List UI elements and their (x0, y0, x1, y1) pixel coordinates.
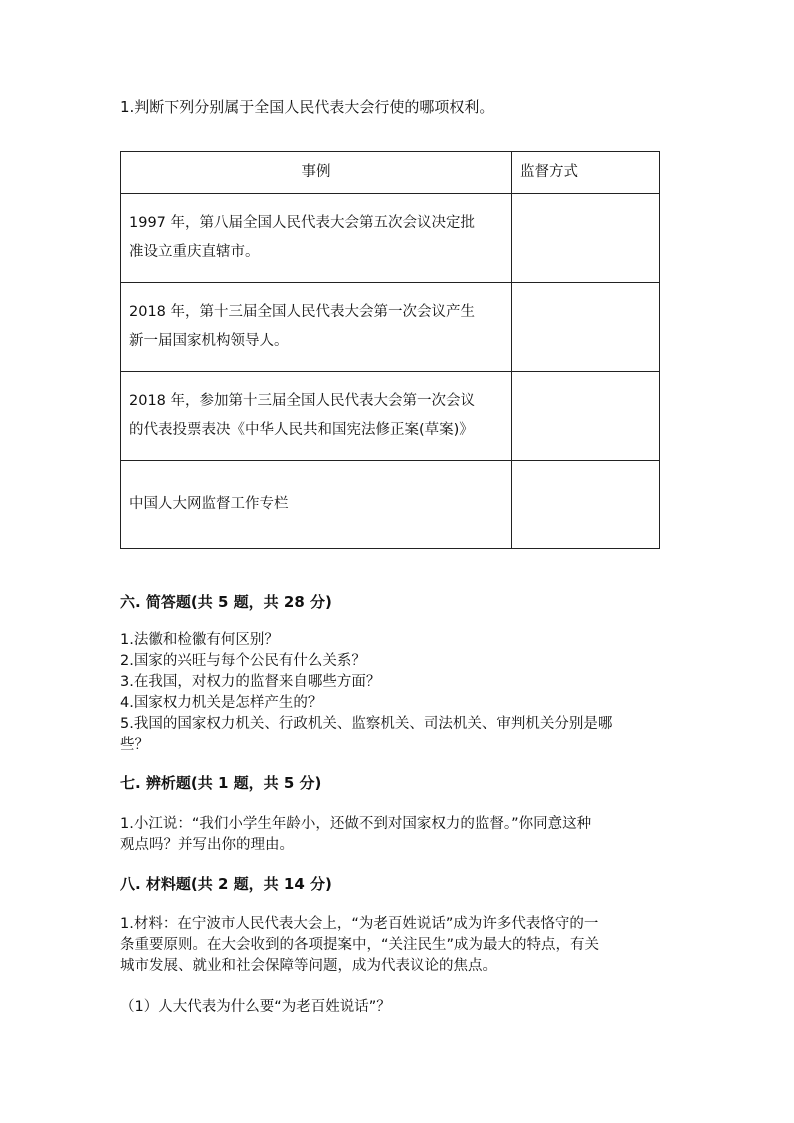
section-title-material: 八. 材料题(共 2 题，共 14 分) (120, 875, 332, 893)
case-line: 的代表投票表决《中华人民共和国宪法修正案(草案)》 (129, 422, 474, 438)
section-title-analysis: 七. 辨析题(共 1 题，共 5 分) (120, 774, 322, 792)
analysis-line: 1.小江说：“我们小学生年龄小，还做不到对国家权力的监督。”你同意这种 (120, 816, 592, 832)
header-method: 监督方式 (512, 152, 660, 194)
answer-cell[interactable] (512, 372, 660, 461)
case-line: 中国人大网监督工作专栏 (129, 496, 289, 512)
table-row (121, 194, 660, 283)
material-line: 城市发展、就业和社会保障等问题，成为代表议论的焦点。 (120, 958, 497, 974)
case-line: 2018 年，参加第十三届全国人民代表大会第一次会议 (129, 393, 476, 409)
table-header-row (121, 152, 660, 194)
table-row (121, 283, 660, 372)
case-line: 2018 年，第十三届全国人民代表大会第一次会议产生 (129, 304, 476, 320)
short-answer-item: 2.国家的兴旺与每个公民有什么关系？ (120, 653, 366, 669)
short-answer-item: 3.在我国，对权力的监督来自哪些方面？ (120, 674, 381, 690)
case-cell (121, 283, 512, 372)
short-answer-item: 1.法徽和检徽有何区别？ (120, 632, 279, 648)
material-line: 条重要原则。在大会收到的各项提案中，“关注民生”成为最大的特点，有关 (120, 937, 600, 953)
case-line: 新一届国家机构领导人。 (129, 333, 289, 349)
table-row (121, 461, 660, 549)
short-answer-item-continued: 些？ (120, 737, 149, 753)
case-line: 1997 年，第八届全国人民代表大会第五次会议决定批 (129, 215, 476, 231)
answer-cell[interactable] (512, 194, 660, 283)
case-cell (121, 194, 512, 283)
answer-cell[interactable] (512, 461, 660, 549)
rights-table (120, 151, 660, 549)
answer-cell[interactable] (512, 283, 660, 372)
section-title-short-answer: 六. 简答题(共 5 题，共 28 分) (120, 593, 332, 611)
material-line: 1.材料：在宁波市人民代表大会上，“为老百姓说话”成为许多代表恪守的一 (120, 916, 599, 932)
case-line: 准设立重庆直辖市。 (129, 244, 260, 260)
header-case: 事例 (121, 152, 512, 194)
short-answer-item: 5.我国的国家权力机关、行政机关、监察机关、司法机关、审判机关分别是哪 (120, 716, 613, 732)
short-answer-item: 4.国家权力机关是怎样产生的？ (120, 695, 323, 711)
table-row (121, 372, 660, 461)
material-subquestion: （1）人大代表为什么要“为老百姓说话”？ (120, 999, 391, 1015)
analysis-line: 观点吗？并写出你的理由。 (120, 837, 294, 853)
case-cell (121, 461, 512, 549)
case-cell (121, 372, 512, 461)
question-intro: 1.判断下列分别属于全国人民代表大会行使的哪项权利。 (120, 98, 495, 116)
